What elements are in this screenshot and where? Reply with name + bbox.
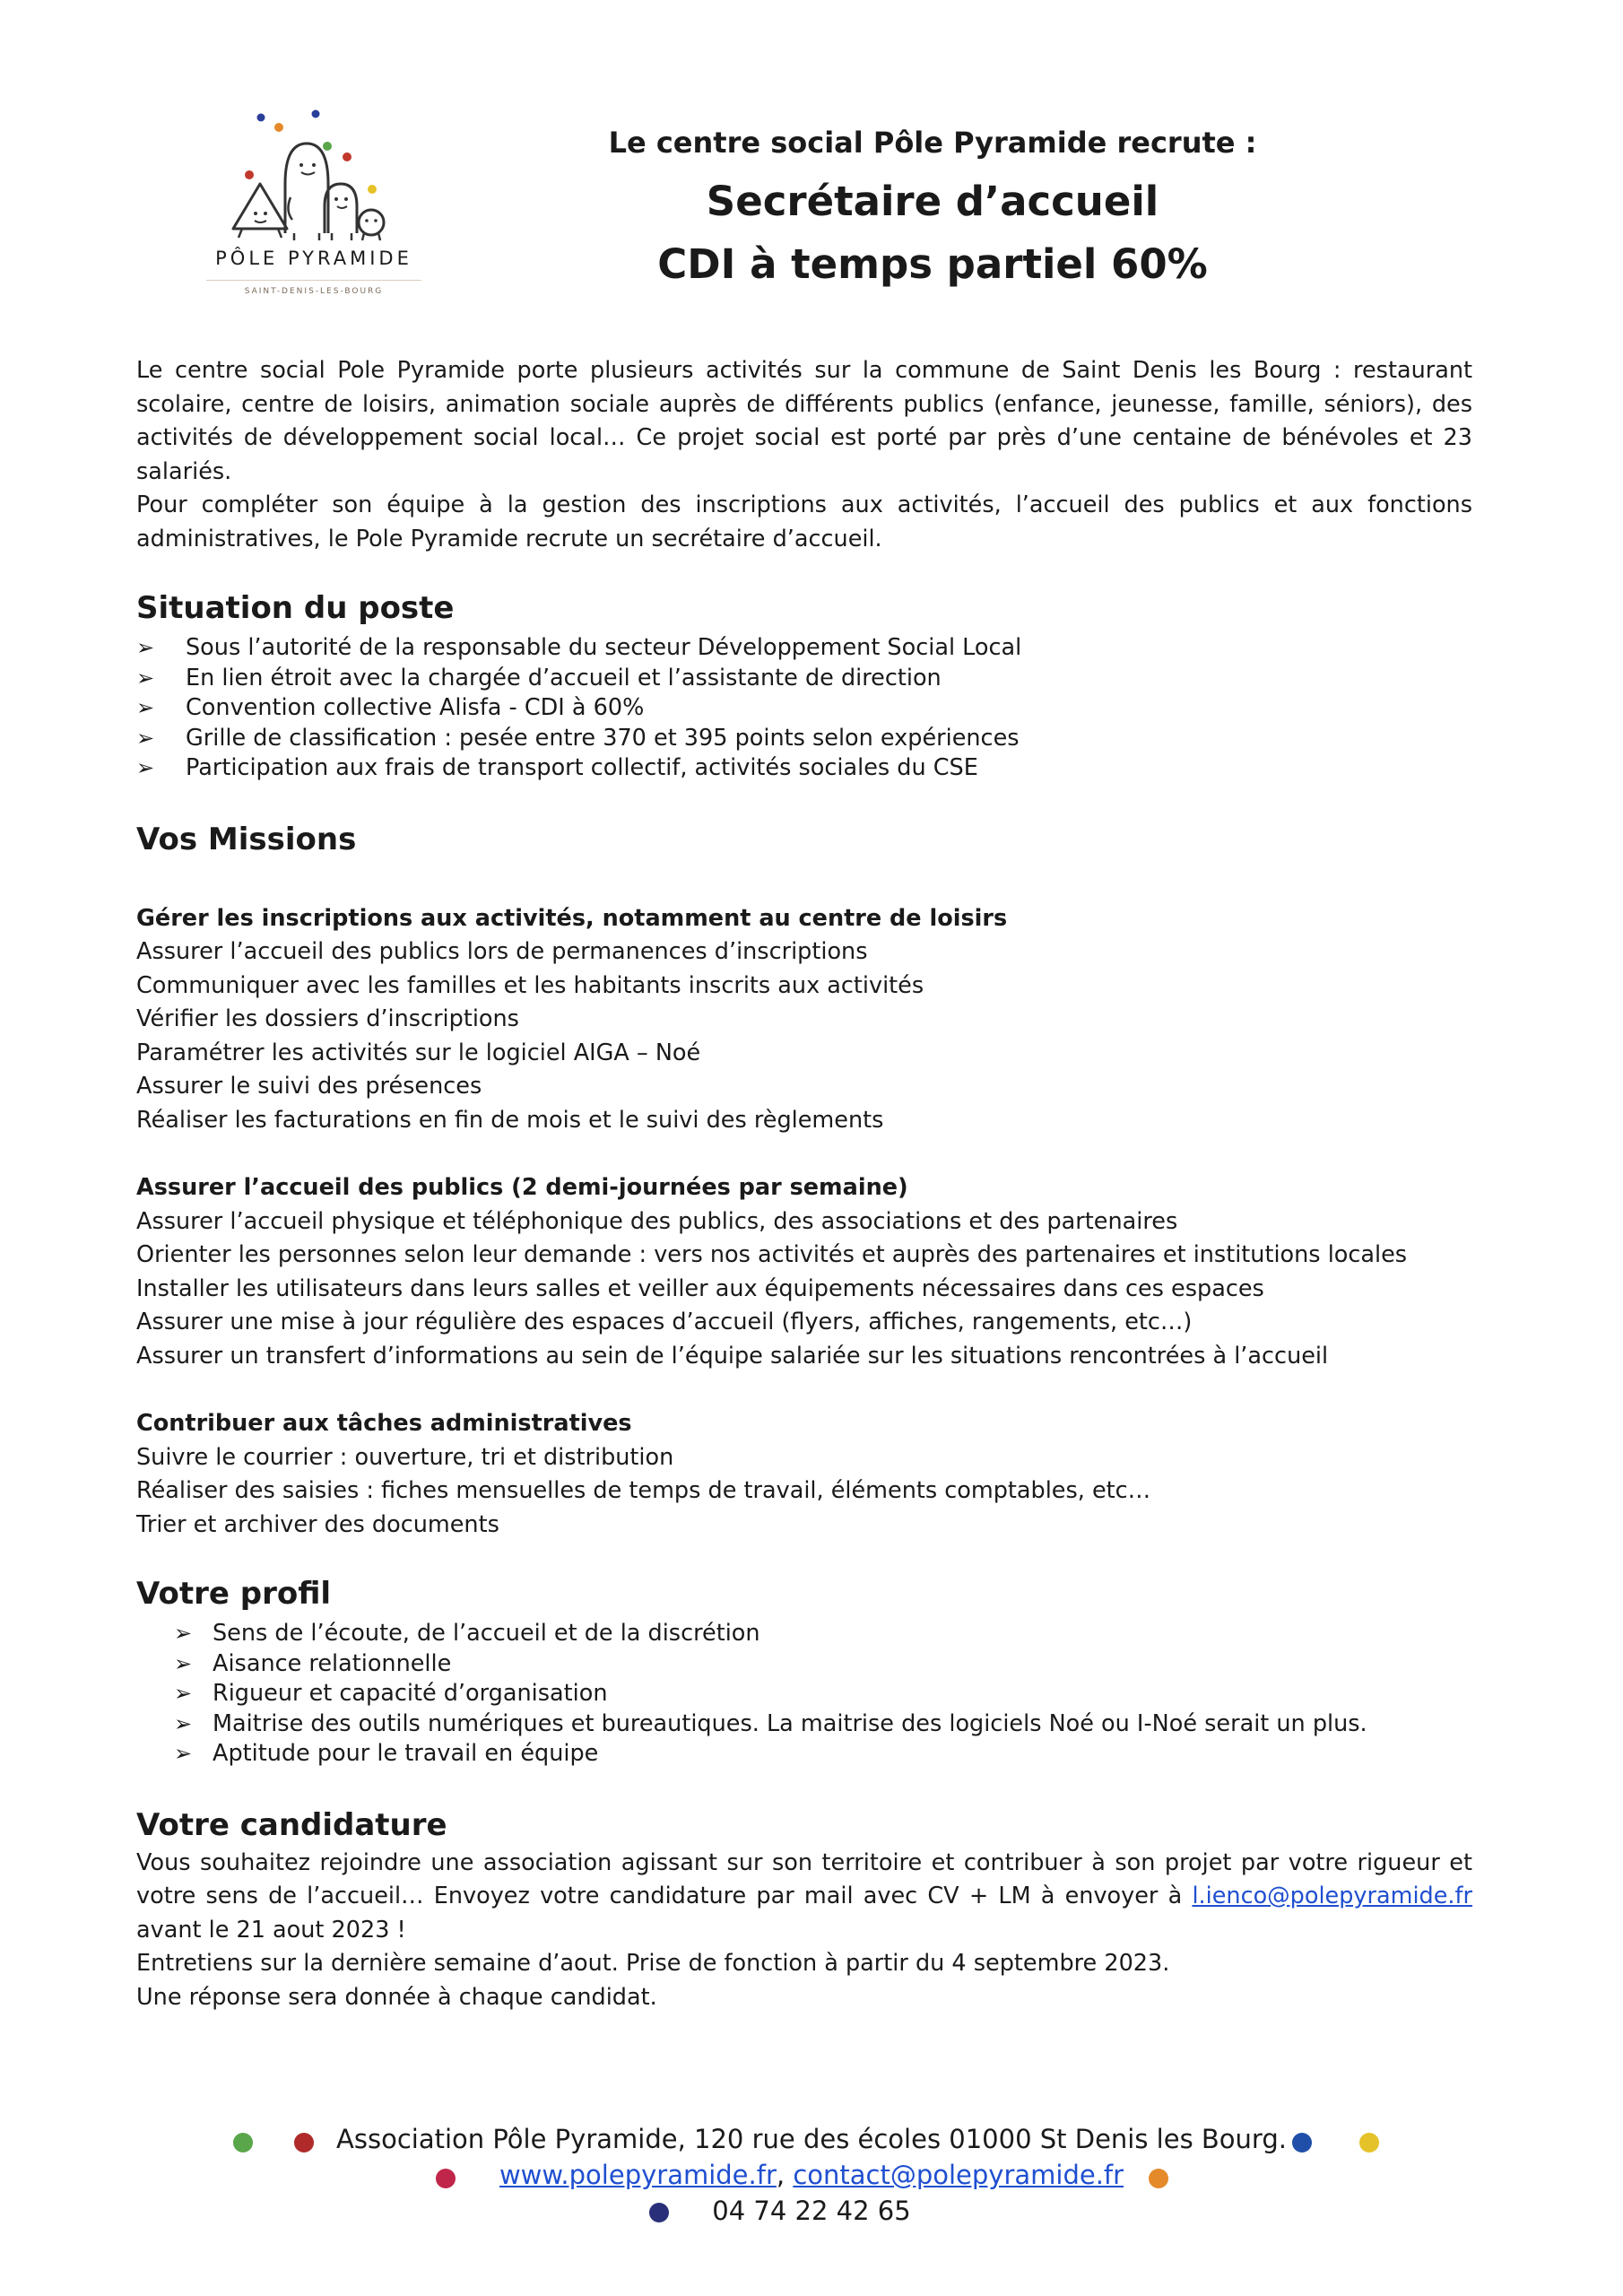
candidature-text	[136, 1847, 1472, 2015]
list-item: ➢ Sens de l’écoute, de l’accueil et de la discrétion	[136, 1619, 1472, 1649]
list-item: ➢ Grille de classification : pesée entre 370 et 395 points selon expériences	[136, 724, 1472, 754]
mission-line: Assurer une mise à jour régulière des espaces d’accueil (flyers, affiches, rangements, etc…)	[136, 1309, 1193, 1335]
list-item: ➢ Participation aux frais de transport collectif, activités sociales du CSE	[136, 753, 1472, 784]
mission-line: Vérifier les dossiers d’inscriptions	[136, 1005, 519, 1032]
mission-line: Suivre le courrier : ouverture, tri et distribution	[136, 1443, 674, 1471]
mission-block-title: Assurer l’accueil des publics (2 demi-journées par semaine)	[136, 1174, 908, 1201]
candidature-heading: Votre candidature	[136, 1806, 447, 1843]
contact-email-link[interactable]: contact@polepyramide.fr	[793, 2160, 1124, 2190]
intro-paragraph-1: Le centre social Pole Pyramide porte plusieurs activités sur la commune de Saint Denis les Bourg : restaurant scolaire, centre de loisirs, animation sociale auprès de différents publics (enfance, jeunesse, famille, séniors), des activités de développement social local… Ce projet social est porté par près d’une centaine de bénévoles et 23 salariés.	[136, 357, 1472, 485]
candidature-paragraph: Vous souhaitez rejoindre une association agissant sur son territoire et contribuer à son projet par votre rigueur et votre sens de l’accueil… Envoyez votre candidature par mail avec CV + LM à envoyer à l.ienco@polepyramide.fr avant le 21 aout 2023 !	[136, 1848, 1472, 1944]
arrow-bullet-icon: ➢	[174, 1681, 193, 1706]
mission-block-title: Gérer les inscriptions aux activités, notamment au centre de loisirs	[136, 904, 1008, 932]
list-item: ➢ En lien étroit avec la chargée d’accueil et l’assistante de direction	[136, 664, 1472, 694]
footer	[0, 2121, 1623, 2229]
logo-divider	[206, 280, 421, 281]
intro-paragraph-2: Pour compléter son équipe à la gestion des inscriptions aux activités, l’accueil des publics et aux fonctions administratives, le Pole Pyramide recrute un secrétaire d’accueil.	[136, 491, 1472, 552]
missions-heading: Vos Missions	[136, 821, 357, 857]
job-title: Secrétaire d’accueil	[706, 178, 1159, 225]
response-info: Une réponse sera donnée à chaque candidat.	[136, 1983, 657, 2011]
website-link[interactable]: www.polepyramide.fr	[499, 2160, 777, 2190]
pyramid-characters-icon	[188, 99, 439, 251]
interview-info: Entretiens sur la dernière semaine d’aout. Prise de fonction à partir du 4 septembre 2023.	[136, 1950, 1170, 1977]
situation-list	[136, 633, 1472, 784]
list-item: ➢ Rigueur et capacité d’organisation	[136, 1679, 1472, 1709]
mission-line: Orienter les personnes selon leur demande : vers nos activités et auprès des partenaires et institutions locales	[136, 1241, 1408, 1268]
logo-name: PÔLE PYRAMIDE	[215, 248, 412, 269]
mission-line: Assurer l’accueil physique et téléphonique des publics, des associations et des partenaires	[136, 1207, 1178, 1235]
job-header	[592, 126, 1273, 296]
mission-line: Installer les utilisateurs dans leurs salles et veiller aux équipements nécessaires dans ces espaces	[136, 1274, 1264, 1302]
arrow-bullet-icon: ➢	[174, 1710, 193, 1736]
mission-block-administratif	[136, 1407, 1472, 1542]
footer-address: Association Pôle Pyramide, 120 rue des écoles 01000 St Denis les Bourg.	[336, 2124, 1287, 2154]
arrow-bullet-icon: ➢	[174, 1621, 193, 1646]
footer-phone: 04 74 22 42 65	[712, 2196, 911, 2226]
mission-block-title: Contribuer aux tâches administratives	[136, 1410, 632, 1437]
mission-line: Communiquer avec les familles et les habitants inscrits aux activités	[136, 971, 924, 999]
mission-line: Trier et archiver des documents	[136, 1510, 499, 1538]
mission-block-inscriptions	[136, 902, 1472, 1138]
pole-pyramide-logo	[188, 99, 439, 314]
arrow-bullet-icon: ➢	[174, 1741, 193, 1766]
arrow-bullet-icon: ➢	[136, 755, 155, 780]
contract-type: CDI à temps partiel 60%	[657, 240, 1208, 288]
list-item: ➢ Maitrise des outils numériques et bureautiques. La maitrise des logiciels Noé ou I-Noé serait un plus.	[136, 1709, 1472, 1740]
mission-line: Réaliser des saisies : fiches mensuelles de temps de travail, éléments comptables, etc…	[136, 1477, 1151, 1504]
arrow-bullet-icon: ➢	[136, 635, 155, 660]
profil-heading: Votre profil	[136, 1576, 332, 1612]
recruit-pre-title: Le centre social Pôle Pyramide recrute :	[608, 126, 1257, 160]
situation-heading: Situation du poste	[136, 590, 455, 626]
job-offer-body	[136, 354, 1472, 2014]
mission-line: Paramétrer les activités sur le logiciel AIGA – Noé	[136, 1039, 701, 1066]
arrow-bullet-icon: ➢	[174, 1650, 193, 1676]
list-item: ➢ Aptitude pour le travail en équipe	[136, 1739, 1472, 1770]
mission-block-accueil	[136, 1171, 1472, 1373]
arrow-bullet-icon: ➢	[136, 725, 155, 751]
list-item: ➢ Aisance relationnelle	[136, 1649, 1472, 1680]
application-email-link[interactable]: l.ienco@polepyramide.fr	[1192, 1883, 1472, 1909]
profil-list	[136, 1619, 1472, 1770]
arrow-bullet-icon: ➢	[136, 695, 155, 720]
arrow-bullet-icon: ➢	[136, 665, 155, 691]
mission-line: Assurer le suivi des présences	[136, 1073, 482, 1100]
list-item: ➢ Convention collective Alisfa - CDI à 60%	[136, 693, 1472, 724]
mission-line: Réaliser les facturations en fin de mois et le suivi des règlements	[136, 1106, 884, 1134]
footer-links: www.polepyramide.fr, contact@polepyramide.fr	[499, 2160, 1124, 2190]
logo-subtitle: SAINT-DENIS-LES-BOURG	[244, 287, 384, 296]
mission-line: Assurer l’accueil des publics lors de permanences d’inscriptions	[136, 938, 868, 965]
list-item: ➢ Sous l’autorité de la responsable du secteur Développement Social Local	[136, 633, 1472, 664]
mission-line: Assurer un transfert d’informations au sein de l’équipe salariée sur les situations rencontrées à l’accueil	[136, 1342, 1329, 1370]
